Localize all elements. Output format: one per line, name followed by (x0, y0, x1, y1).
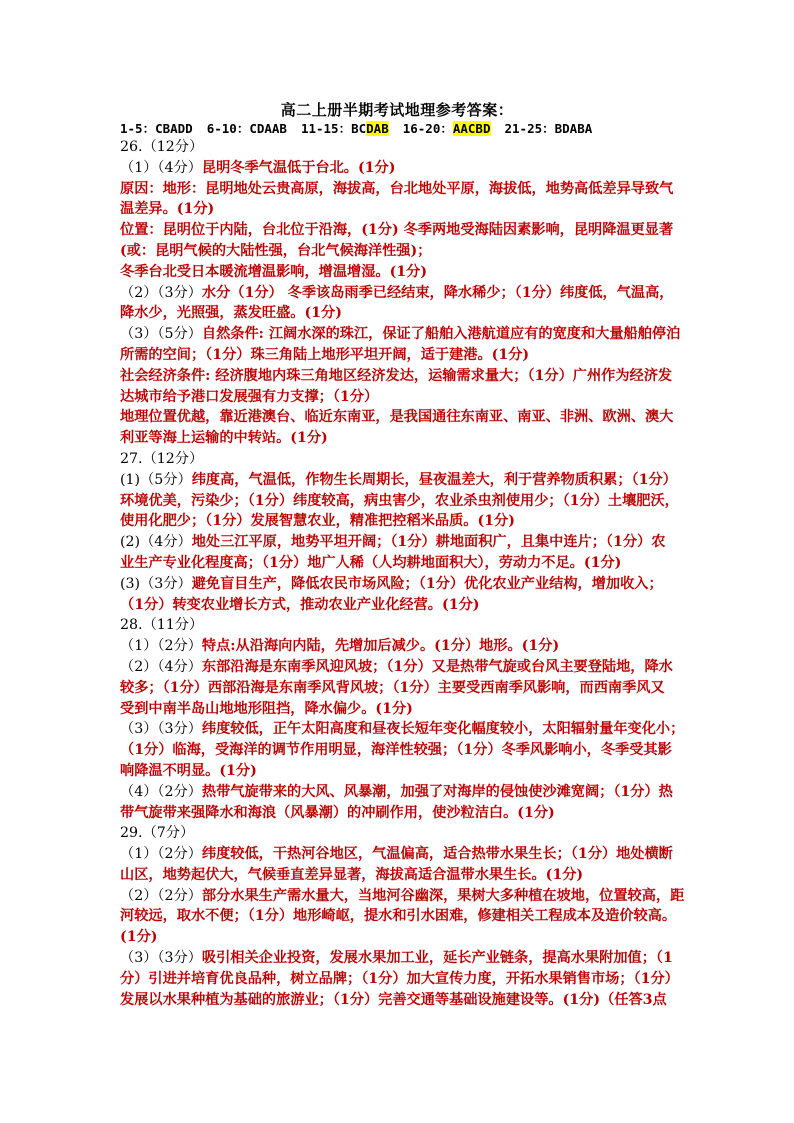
answer-line (120, 906, 680, 927)
answer-text: 业生产专业化程度高；（1分）地广人稀（人均耕地面积大），劳动力不足。(1分) (120, 554, 622, 571)
answer-text: 原因：地形：昆明地处云贵高原，海拔高，台北地处平原，海拔低，地势高低差异导致气 (120, 180, 674, 197)
answer-text: 避免盲目生产，降低农民市场风险；（1分）优化农业产业结构，增加收入； (191, 575, 663, 592)
answer-line (120, 740, 680, 761)
answers-6-10: 6-10：CDAAB (206, 121, 287, 136)
answers-21-25: 21-25：BDABA (504, 121, 593, 136)
answers-16-20: 16-20： (402, 121, 453, 136)
answer-line (120, 137, 680, 158)
answer-line (120, 719, 685, 740)
answer-text: （1分）转变农业增长方式，推动农业产业化经营。(1分) (120, 596, 480, 613)
answer-line (120, 407, 680, 428)
answer-line (120, 387, 680, 408)
answer-line (120, 366, 680, 387)
answer-text: 昆明冬季气温低于台北。(1分) (201, 159, 396, 176)
answer-line (120, 595, 680, 616)
answer-line (120, 303, 680, 324)
question-heading: 27.（12分） (120, 450, 204, 467)
answer-line (120, 927, 680, 948)
answer-line (120, 865, 680, 886)
answer-line (120, 179, 680, 200)
answer-text: 降水少，光照强，蒸发旺盛。(1分) (120, 305, 342, 322)
answer-text: 山区，地势起伏大，气候垂直差异显著，海拔高适合温带水果生长。(1分) (120, 866, 584, 883)
answer-text: 热带气旋带来的大风、风暴潮，加强了对海岸的侵蚀使沙滩宽阔；（1分）热 (201, 783, 673, 800)
answer-body (120, 137, 685, 1010)
sub-question-label: （1）（4分） (120, 159, 202, 176)
answer-text: 部分水果生产需水量大，当地河谷幽深，果树大多种植在坡地，位置较高，距 (201, 887, 685, 904)
answer-line (120, 990, 680, 1011)
answer-line (120, 345, 680, 366)
answer-line (120, 262, 680, 283)
question-heading: 28.（11分） (120, 617, 204, 634)
answer-line (120, 615, 680, 636)
answers-11-15: 11-15：BC (300, 121, 367, 136)
answer-line (120, 574, 680, 595)
answer-text: 地理位置优越，靠近港澳台、临近东南亚，是我国通往东南亚、南亚、非洲、欧洲、澳大 (120, 409, 674, 426)
answer-line (120, 449, 680, 470)
sub-question-label: （2）（2分） (120, 887, 202, 904)
answer-text: 分）引进并培育优良品种，树立品牌；（1分）加大宣传力度，开拓水果销售市场；（1分） (120, 970, 679, 987)
answer-text: 带气旋带来强降水和海浪（风暴潮）的冲刷作用，使沙粒洁白。(1分) (120, 804, 555, 821)
answer-text: 自然条件: 江阔水深的珠江，保证了船舶入港航道应有的宽度和大量船舶停泊 (201, 326, 681, 343)
sub-question-label: (1)（5分） (120, 471, 192, 488)
sub-question-label: （2）（3分） (120, 284, 202, 301)
sub-question-label: （3）（3分） (120, 721, 202, 738)
question-heading: 29.（7分） (120, 825, 195, 842)
answer-line (120, 782, 680, 803)
answer-line (120, 491, 680, 512)
answer-line (120, 678, 680, 699)
answer-line (120, 199, 680, 220)
answer-text: 受到中南半岛山地地形阻挡，降水偏少。(1分) (120, 700, 413, 717)
answer-text: 纬度高，气温低，作物生长周期长，昼夜温差大，利于营养物质积累；（1分） (191, 471, 677, 488)
answer-line (120, 844, 680, 865)
question-heading: 26.（12分） (120, 139, 204, 155)
answer-line (120, 969, 680, 990)
answer-line (120, 699, 680, 720)
answer-line (120, 803, 680, 824)
answer-text: 所需的空间；（1分）珠三角陆上地形平坦开阔，适于建港。(1分) (120, 346, 530, 363)
answer-text: （1分）临海，受海洋的调节作用明显，海洋性较强；（1分）冬季风影响小，冬季受其影 (120, 742, 672, 759)
answer-text: 河较远，取水不便；（1分）地形崎岖，提水和引水困难，修建相关工程成本及造价较高。 (120, 908, 677, 925)
answer-line (120, 823, 680, 844)
answer-text: 位置：昆明位于内陆，台北位于沿海，(1分) 冬季两地受海陆因素影响，昆明降温更显著 (120, 222, 674, 239)
answer-text: 社会经济条件: 经济腹地内珠三角地区经济发达，运输需求量大；（1分）广州作为经济发 (120, 367, 673, 384)
multiple-choice-answer-key (120, 119, 592, 137)
sub-question-label: （2）（4分） (120, 658, 202, 675)
answer-line (120, 553, 680, 574)
answer-line (120, 948, 680, 969)
answer-text: 纬度较低，正午太阳高度和昼夜长短年变化幅度较小，太阳辐射量年变化小； (201, 721, 685, 738)
answer-line (120, 657, 680, 678)
answer-text: (或：昆明气候的大陆性强，台北气候海洋性强)； (120, 242, 432, 259)
answer-line (120, 636, 680, 657)
answer-text: 达城市给予港口发展强有力支撑；（1分） (120, 388, 379, 405)
answer-text: 使用化肥少；（1分）发展智慧农业，精准把控稻米品质。(1分) (120, 513, 515, 530)
sub-question-label: （3）（5分） (120, 326, 202, 343)
sub-question-label: （4）（2分） (120, 783, 202, 800)
answer-line (120, 761, 680, 782)
sub-question-label: （3）（3分） (120, 950, 202, 967)
answer-text: 东部沿海是东南季风迎风坡；（1分）又是热带气旋或台风主要登陆地，降水 (201, 658, 673, 675)
sub-question-label: （1）（2分） (120, 638, 202, 655)
answer-text: 纬度较低，干热河谷地区，气温偏高，适合热带水果生长；（1分）地处横断 (201, 846, 673, 863)
answer-text: 水分（1分） 冬季该岛雨季已经结束，降水稀少；（1分）纬度低，气温高， (201, 284, 674, 301)
sub-question-label: (2)（4分） (120, 534, 192, 551)
answer-text: 地处三江平原，地势平坦开阔；（1分）耕地面积广，且集中连片；（1分）农 (191, 534, 666, 551)
answer-text: 利亚等海上运输的中转站。(1分) (120, 430, 328, 447)
answer-line (120, 158, 680, 179)
page-title: 高二上册半期考试地理参考答案： (280, 101, 514, 119)
answer-line (120, 241, 680, 262)
answer-text: 冬季台北受日本暖流增温影响，增温增湿。(1分) (120, 263, 428, 280)
answers-16-20-highlight: AACBD (452, 121, 491, 136)
answer-text: 环境优美，污染少；（1分）纬度较高，病虫害少，农业杀虫剂使用少；（1分）土壤肥沃， (120, 492, 679, 509)
answer-text: (1分) (120, 929, 158, 946)
sub-question-label: （1）（2分） (120, 846, 202, 863)
answer-line (120, 283, 680, 304)
answer-line (120, 324, 680, 345)
answer-line (120, 532, 680, 553)
answers-11-15-highlight: DAB (366, 121, 389, 136)
answer-line (120, 886, 685, 907)
answer-line (120, 511, 680, 532)
answers-1-5: 1-5：CBADD (120, 121, 193, 136)
answer-line (120, 428, 680, 449)
answer-line (120, 220, 680, 241)
answer-text: 温差异。(1分) (120, 201, 215, 218)
sub-question-label: (3)（3分） (120, 575, 192, 592)
answer-text: 吸引相关企业投资，发展水果加工业，延长产业链条，提高水果附加值；（1 (201, 950, 673, 967)
answer-text: 发展以水果种植为基础的旅游业；（1分）完善交通等基础设施建设等。(1分)（任答3点 (120, 991, 667, 1008)
answer-text: 较多；（1分）西部沿海是东南季风背风坡；（1分）主要受西南季风影响，而西南季风又 (120, 679, 665, 696)
answer-line (120, 470, 680, 491)
answer-text: 特点:从沿海向内陆，先增加后减少。(1分）地形。(1分) (201, 638, 560, 655)
answer-text: 响降温不明显。(1分) (120, 762, 257, 779)
